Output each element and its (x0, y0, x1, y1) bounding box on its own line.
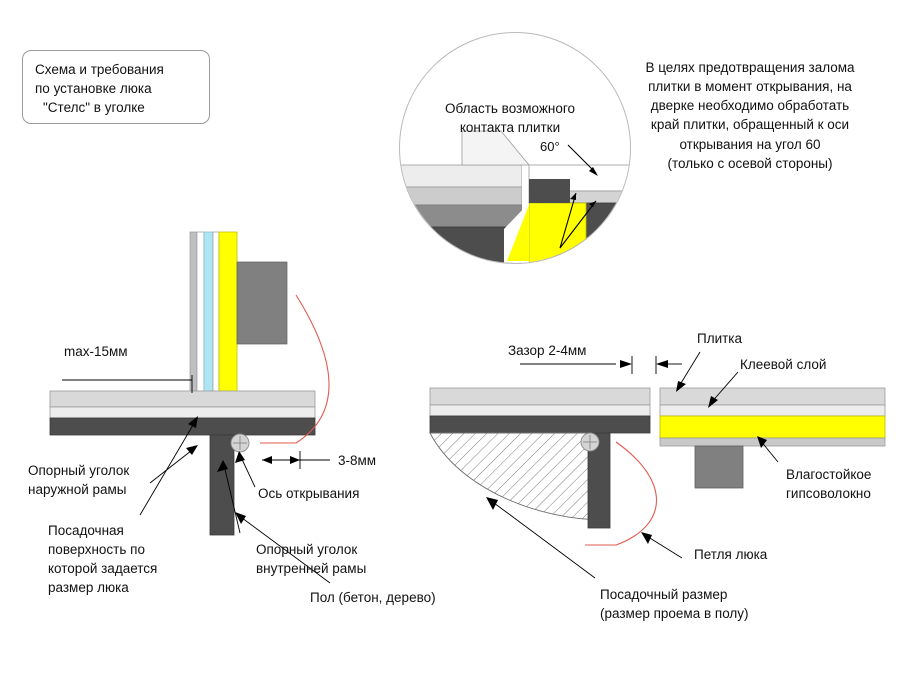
axis-label: Ось открывания (258, 486, 360, 501)
seat-line-1: Посадочная (48, 523, 124, 538)
contact-area-line-2: контакта плитки (459, 120, 561, 136)
seat-line-4: размер люка (48, 580, 129, 596)
right-gap-dim-label: Зазор 2-4мм (508, 343, 587, 358)
title-line-2: по установке люка (35, 81, 152, 97)
gypsum-line-2: гипсоволокно (786, 486, 871, 502)
note-line-3: дверке необходимо обработать (650, 98, 850, 114)
title-callout-box (22, 50, 210, 124)
inner-frame-label (256, 540, 366, 578)
outer-frame-line-1: Опорный уголок (28, 463, 130, 478)
outer-frame-label (28, 461, 129, 499)
right-seat-line-1: Посадочный размер (600, 587, 728, 602)
inner-frame-line-2: внутренней рамы (256, 561, 367, 577)
seat-line-3: которой задается (48, 561, 158, 577)
contact-area-line-1: Область возможного (444, 101, 576, 116)
max-dim-label: max-15мм (64, 344, 128, 359)
note-line-1: В целях предотвращения залома (645, 60, 855, 75)
inner-frame-line-1: Опорный уголок (256, 542, 358, 557)
note-line-5: открывания на угол 60 (679, 136, 821, 152)
outer-frame-line-2: наружной рамы (28, 482, 127, 498)
right-seat-line-2: (размер проема в полу) (600, 606, 749, 622)
title-line-1: Схема и требования (35, 62, 164, 77)
gap-dim-label-left: 3-8мм (338, 453, 377, 468)
tile-label: Плитка (697, 331, 743, 346)
detail-circle-inset (399, 32, 631, 264)
gypsum-label (786, 465, 871, 503)
top-right-note (614, 58, 886, 173)
title-line-3: "Стелс" в уголке (43, 100, 145, 116)
angle-label: 60° (540, 139, 560, 154)
circle-inset-graphic (400, 33, 630, 263)
seat-line-2: поверхность по (48, 542, 145, 558)
contact-area-label (420, 99, 600, 137)
right-seat-size-label (600, 585, 749, 623)
gypsum-line-1: Влагостойкое (786, 467, 872, 482)
note-line-6: (только с осевой стороны) (667, 155, 833, 171)
hinge-label: Петля люка (694, 547, 768, 562)
note-line-2: плитки в момент открывания, на (648, 79, 852, 95)
floor-label: Пол (бетон, дерево) (310, 590, 436, 605)
glue-layer-label: Клеевой слой (740, 357, 827, 372)
note-line-4: край плитки, обращенный к оси (650, 117, 850, 133)
seat-surface-label (48, 521, 157, 598)
